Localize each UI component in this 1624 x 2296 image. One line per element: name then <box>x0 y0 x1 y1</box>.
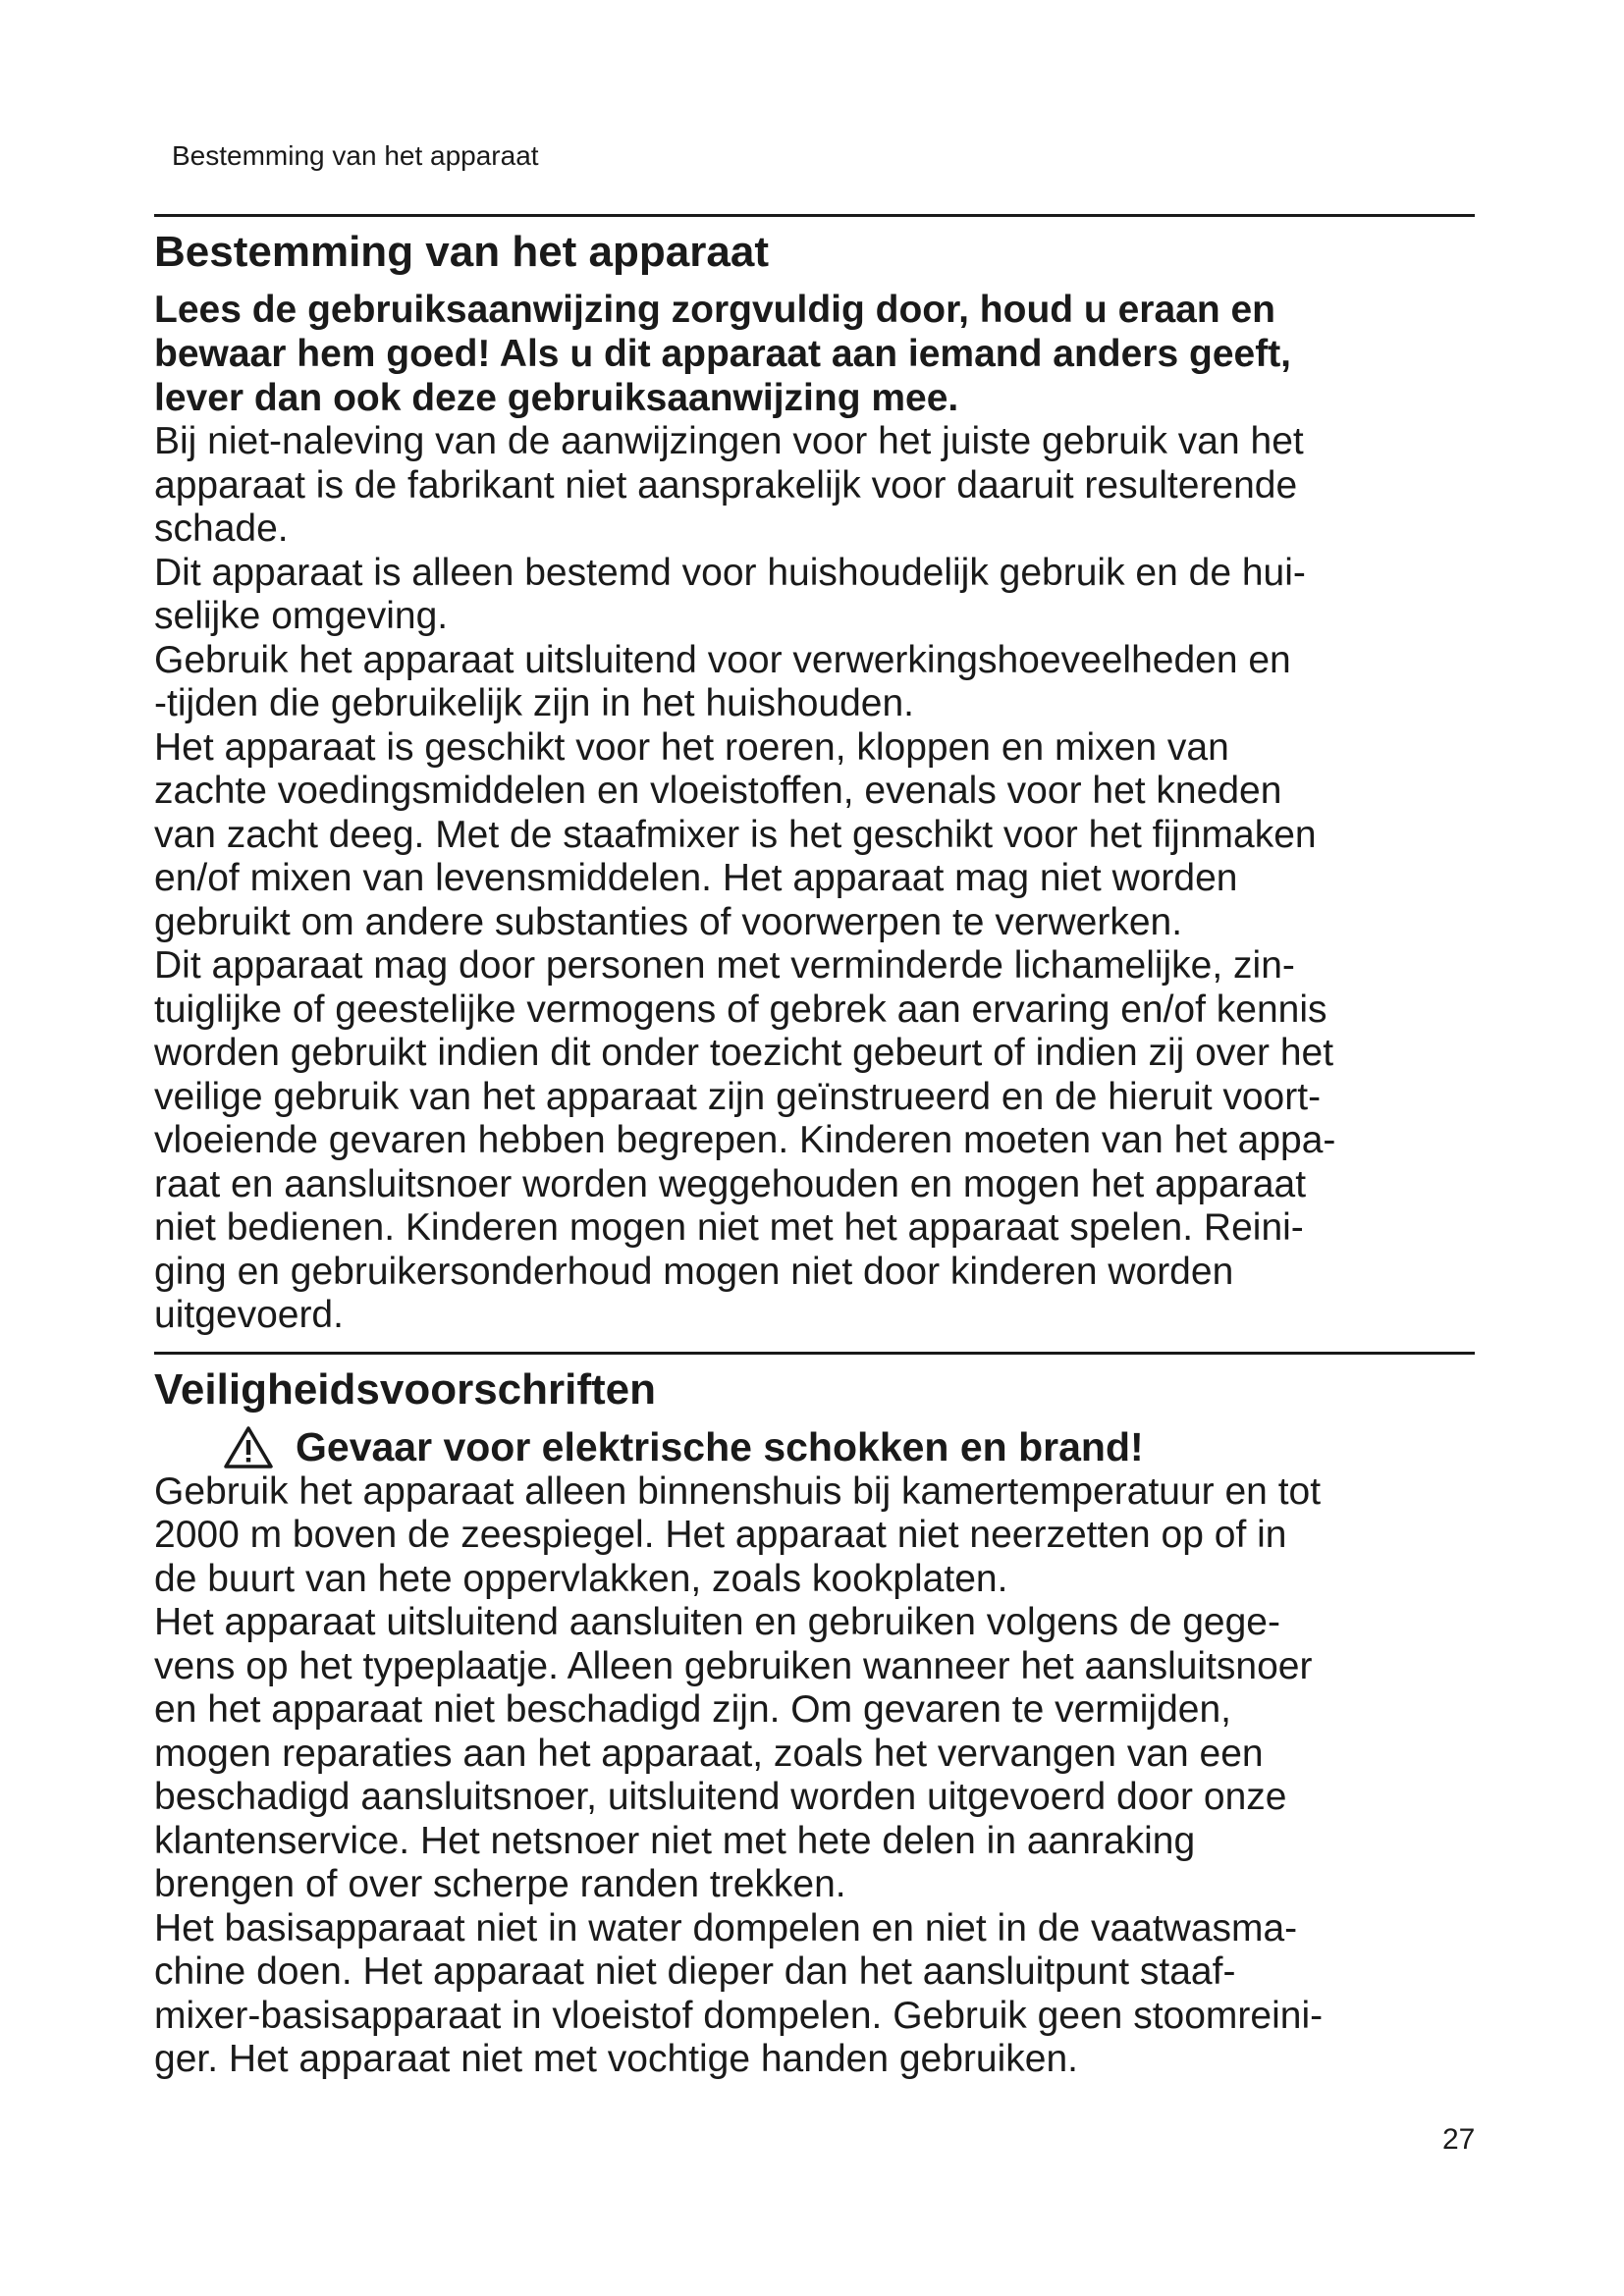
paragraph-water <box>154 1907 1475 2082</box>
paragraph-household-use <box>154 552 1475 639</box>
text-line: niet bedienen. Kinderen mogen niet met het apparaat spelen. Reini- <box>154 1206 1304 1249</box>
text-line: gebruikt om andere substanties of voorwerpen te verwerken. <box>154 900 1183 943</box>
text-line: ger. Het apparaat niet met vochtige handen gebruiken. <box>154 2038 1078 2080</box>
text-line: chine doen. Het apparaat niet dieper dan het aansluitpunt staaf- <box>154 1950 1236 1993</box>
lead-line: Lees de gebruiksaanwijzing zorgvuldig door, houd u eraan en <box>154 289 1276 331</box>
text-line: en/of mixen van levensmiddelen. Het apparaat mag niet worden <box>154 857 1238 899</box>
text-line: Gebruik het apparaat alleen binnenshuis bij kamertemperatuur en tot <box>154 1469 1322 1513</box>
text-line: raat en aansluitsnoer worden weggehouden en mogen het apparaat <box>154 1162 1307 1205</box>
paragraph-liability <box>154 420 1475 552</box>
text-line: Dit apparaat mag door personen met verminderde lichamelijke, zin- <box>154 944 1295 987</box>
running-header: Bestemming van het apparaat <box>172 140 539 171</box>
text-line: van zacht deeg. Met de staafmixer is het geschikt voor het fijnmaken <box>154 813 1317 856</box>
text-line: tuiglijke of geestelijke vermogens of gebrek aan ervaring en/of kennis <box>154 988 1327 1031</box>
text-line: veilige gebruik van het apparaat zijn geïnstrueerd en de hieruit voort- <box>154 1075 1322 1118</box>
text-line: Het basisapparaat niet in water dompelen en niet in de vaatwasma- <box>154 1906 1298 1949</box>
text-line: de buurt van hete oppervlakken, zoals kookplaten. <box>154 1557 1008 1600</box>
text-line: beschadigd aansluitsnoer, uitsluitend worden uitgevoerd door onze <box>154 1776 1287 1818</box>
text-line: selijke omgeving. <box>154 595 449 637</box>
text-line: en het apparaat niet beschadigd zijn. Om gevaren te vermijden, <box>154 1688 1231 1731</box>
text-line: -tijden die gebruikelijk zijn in het huishouden. <box>154 682 914 724</box>
section-veiligheid <box>154 1352 1475 2082</box>
text-line: vloeiende gevaren hebben begrepen. Kinderen moeten van het appa- <box>154 1119 1336 1161</box>
text-line: klantenservice. Het netsnoer niet met hete delen in aanraking <box>154 1819 1196 1862</box>
text-line: mixer-basisapparaat in vloeistof dompelen. Gebruik geen stoomreini- <box>154 1994 1324 2037</box>
text-line: worden gebruikt indien dit onder toezicht gebeurt of indien zij over het <box>154 1032 1334 1074</box>
page-number: 27 <box>1442 2123 1476 2156</box>
section-divider <box>154 1352 1475 1355</box>
page-content <box>154 214 1475 2082</box>
text-line: apparaat is de fabrikant niet aansprakelijk voor daaruit resulterende <box>154 463 1298 507</box>
text-line: Dit apparaat is alleen bestemd voor huishoudelijk gebruik en de hui- <box>154 551 1306 594</box>
warning-triangle-icon <box>223 1424 274 1469</box>
text-line: Bij niet-naleving van de aanwijzingen voor het juiste gebruik van het <box>154 420 1304 462</box>
text-line: uitgevoerd. <box>154 1294 344 1336</box>
text-line: Gebruik het apparaat uitsluitend voor verwerkingshoeveelheden en <box>154 638 1291 681</box>
lead-line: lever dan ook deze gebruiksaanwijzing mee. <box>154 377 959 419</box>
text-line: vens op het typeplaatje. Alleen gebruiken wanneer het aansluitsnoer <box>154 1644 1313 1687</box>
warning-text: Gevaar voor elektrische schokken en brand! <box>296 1423 1144 1469</box>
paragraph-suitable-for <box>154 726 1475 945</box>
section-divider <box>154 214 1475 217</box>
warning-heading <box>223 1423 1475 1470</box>
text-line: schade. <box>154 507 289 550</box>
text-line: mogen reparaties aan het apparaat, zoals het vervangen van een <box>154 1732 1264 1775</box>
text-line: 2000 m boven de zeespiegel. Het apparaat niet neerzetten op of in <box>154 1514 1287 1556</box>
lead-paragraph <box>154 288 1475 420</box>
paragraph-quantities <box>154 639 1475 726</box>
lead-line: bewaar hem goed! Als u dit apparaat aan iemand anders geeft, <box>154 333 1292 375</box>
section-title-veiligheid: Veiligheidsvoorschriften <box>154 1364 657 1414</box>
text-line: zachte voedingsmiddelen en vloeistoffen, evenals voor het kneden <box>154 770 1282 812</box>
paragraph-persons-children <box>154 944 1475 1338</box>
paragraph-connection <box>154 1601 1475 1907</box>
text-line: Het apparaat uitsluitend aansluiten en gebruiken volgens de gege- <box>154 1601 1280 1643</box>
paragraph-indoor-use <box>154 1470 1475 1602</box>
text-line: ging en gebruikersonderhoud mogen niet door kinderen worden <box>154 1250 1234 1293</box>
text-line: brengen of over scherpe randen trekken. <box>154 1863 846 1905</box>
section-title-bestemming: Bestemming van het apparaat <box>154 228 769 276</box>
text-line: Het apparaat is geschikt voor het roeren, kloppen en mixen van <box>154 725 1229 769</box>
